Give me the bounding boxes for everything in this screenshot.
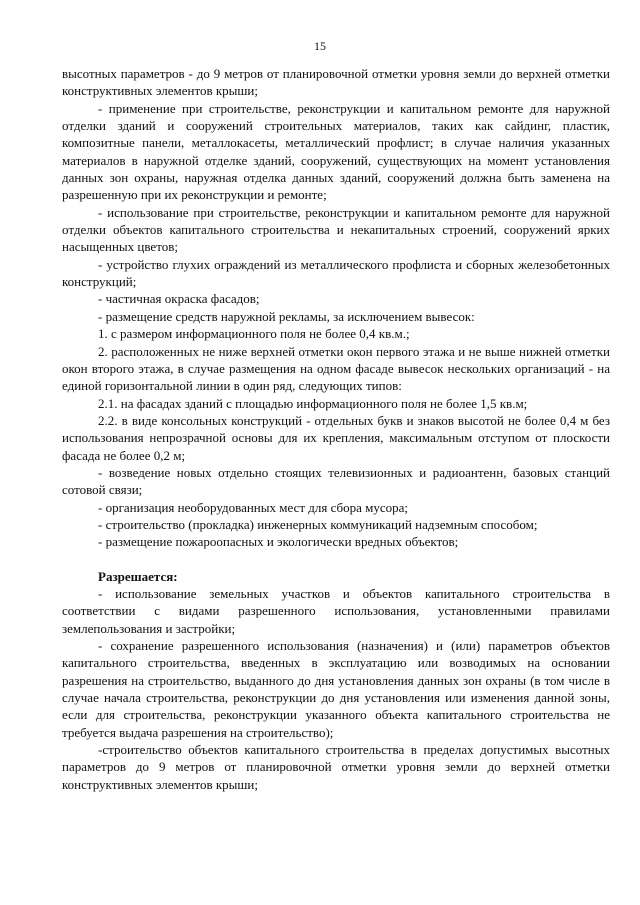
paragraph-prohibition-colors: - использование при строительстве, реконструкции и капитальном ремонте для наружной отделки объектов капитального строительства и некапитальных строений, сооружений ярких насыщенных цветов; <box>62 204 610 255</box>
paragraph-allowed-construction: -строительство объектов капитального строительства в пределах допустимых высотных параметров до 9 метров от планировочной отметки уровня земли до верхней отметки конструктивных элементов крыши; <box>62 742 610 792</box>
paragraph-prohibition-materials: - применение при строительстве, реконструкции и капитальном ремонте для наружной отделки зданий и сооружений строительных материалов, таких как сайдинг, пластик, композитные панели, металлокасеты, металлический профлист; в случае наличия указанных материалов в наружной отделке зданий, сооружений, существующих на момент установления данных зон охраны, наружная отделка данных зданий, сооружений должна быть заменена на разрешенную при их реконструкции и ремонте; <box>62 100 610 203</box>
paragraph-item-2-2: 2.2. в виде консольных конструкций - отдельных букв и знаков высотой не более 0,4 м без использования непрозрачной основы для их крепления, максимальным отступом от плоскости фасада не более 0,2 м; <box>62 412 610 463</box>
document-body <box>62 65 610 793</box>
paragraph-prohibition-fences: - устройство глухих ограждений из металлического профлиста и сборных железобетонных конструкций; <box>62 256 610 290</box>
paragraph-antennas: - возведение новых отдельно стоящих телевизионных и радиоантенн, базовых станций сотовой связи; <box>62 464 610 498</box>
paragraph-utilities: - строительство (прокладка) инженерных коммуникаций надземным способом; <box>98 516 538 532</box>
paragraph-allowed-preserve: - сохранение разрешенного использования (назначения) и (или) параметров объектов капитального строительства, введенных в эксплуатацию или возводимых на основании разрешения на строительство, выданного до дня установления данных зон охраны (в том числе в случае начала строительства, реконструкции до дня установления или изменения данной зоны, если для строительства, реконструкции указанного объекта капитального строительства не требуется выдача разрешения на строительство); <box>62 638 610 740</box>
paragraph-partial-painting: - частичная окраска фасадов; <box>98 291 260 307</box>
paragraph-item-2-1: 2.1. на фасадах зданий с площадью информационного поля не более 1,5 кв.м; <box>98 395 528 411</box>
paragraph-allowed-use: - использование земельных участков и объектов капитального строительства в соответствии с видами разрешенного использования, установленными правилами землепользования и застройки; <box>62 585 610 636</box>
paragraph-item-1: 1. с размером информационного поля не более 0,4 кв.м.; <box>98 326 410 342</box>
page-number: 15 <box>314 39 326 53</box>
paragraph-advertising: - размещение средств наружной рекламы, за исключением вывесок: <box>98 308 475 324</box>
section-heading: Разрешается: <box>98 568 178 584</box>
paragraph-item-2: 2. расположенных не ниже верхней отметки окон первого этажа и не выше нижней отметки окон второго этажа, в случае размещения на одном фасаде вывесок нескольких организаций - на единой горизонтальной линии в один ряд, следующих типов: <box>62 343 610 394</box>
paragraph-continuation: высотных параметров - до 9 метров от планировочной отметки уровня земли до верхней отметки конструктивных элементов крыши; <box>62 66 610 99</box>
paragraph-hazardous: - размещение пожароопасных и экологически вредных объектов; <box>98 534 459 550</box>
paragraph-waste: - организация необорудованных мест для сбора мусора; <box>98 499 409 515</box>
